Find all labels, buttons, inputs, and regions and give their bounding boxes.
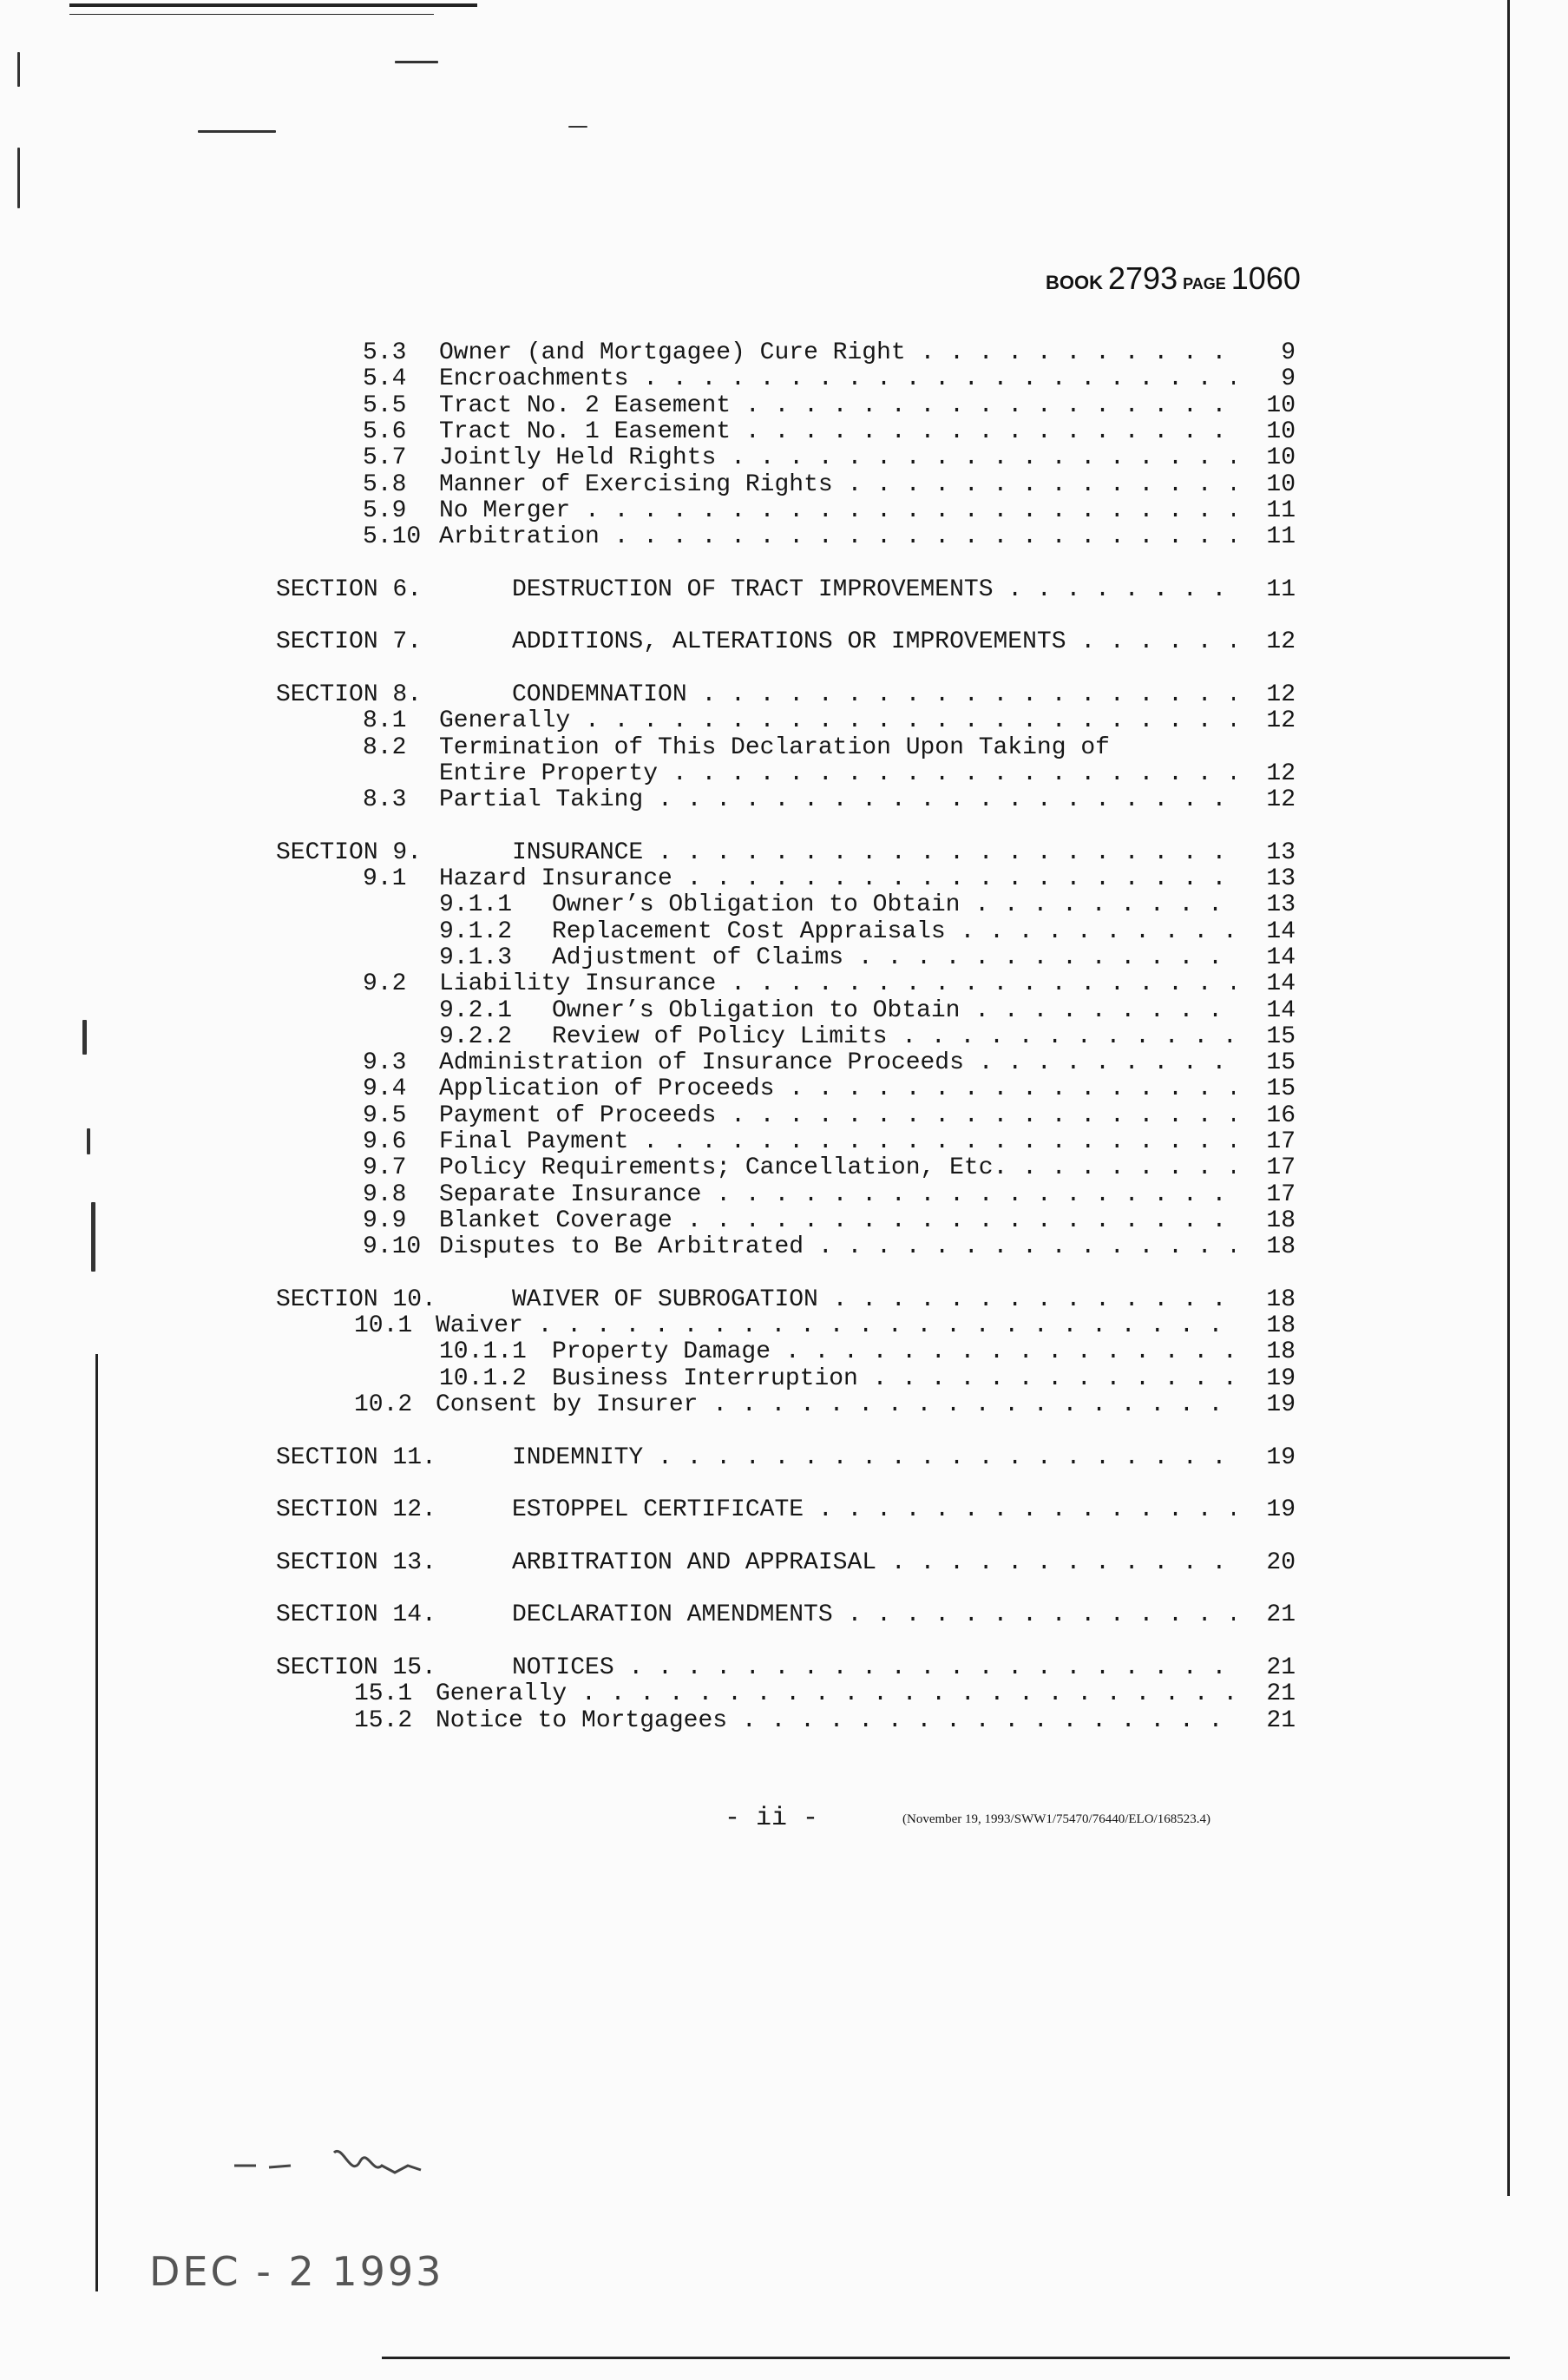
toc-entry-number: 9.6 <box>363 1128 407 1155</box>
toc-entry-page: 21 <box>1266 1706 1296 1734</box>
toc-entry-page: 21 <box>1266 1654 1296 1681</box>
toc-entry-row <box>276 366 1296 392</box>
toc-entry-row <box>276 1050 1296 1076</box>
toc-entry-page: 21 <box>1266 1601 1296 1629</box>
toc-entry-title: Entire Property . . . <box>439 761 1235 787</box>
toc-entry-number: 5.10 <box>363 523 422 551</box>
toc-entry-title: Consent by Insurer . . . <box>436 1392 1235 1418</box>
toc-entry-title: Encroachments . . . <box>439 366 1235 392</box>
received-date-stamp: DEC - 2 1993 <box>149 2248 444 2295</box>
toc-entry-title: Termination of This Declaration Upon Taking of <box>439 734 1110 761</box>
toc-entry-number: 5.7 <box>363 444 407 472</box>
toc-entry-row <box>276 1182 1296 1208</box>
toc-entry-number: SECTION 10. <box>276 1285 436 1313</box>
toc-entry-number: 9.1.2 <box>439 917 513 945</box>
toc-entry-title: INDEMNITY . . . <box>512 1445 1235 1471</box>
toc-entry-title: Generally . . . <box>436 1681 1235 1707</box>
toc-section-row <box>276 1497 1296 1523</box>
toc-entry-title: ESTOPPEL CERTIFICATE . . . <box>512 1497 1235 1523</box>
toc-entry-title: Final Payment . . . <box>439 1129 1235 1155</box>
toc-entry-page: 12 <box>1266 786 1296 814</box>
toc-entry-title: Application of Proceeds . . . <box>439 1076 1235 1102</box>
book-number: 2793 <box>1108 260 1178 296</box>
toc-entry-title: Owner’s Obligation to Obtain . . . <box>552 892 1235 918</box>
toc-entry-page: 13 <box>1266 838 1296 866</box>
toc-entry-number: 9.3 <box>363 1049 407 1077</box>
toc-entry-number: 9.8 <box>363 1180 407 1208</box>
toc-entry-row <box>276 1339 1296 1365</box>
toc-entry-title: Arbitration . . . <box>439 524 1235 550</box>
toc-entry-row <box>276 1155 1296 1181</box>
toc-entry-title: ADDITIONS, ALTERATIONS OR IMPROVEMENTS . . . <box>512 629 1235 655</box>
toc-entry-page: 18 <box>1266 1285 1296 1313</box>
toc-entry-number: SECTION 11. <box>276 1443 436 1471</box>
toc-entry-page: 11 <box>1266 496 1296 524</box>
toc-entry-row <box>276 1392 1296 1418</box>
toc-entry-number: 5.4 <box>363 365 407 393</box>
toc-entry-number: 9.9 <box>363 1206 407 1234</box>
toc-entry-row <box>276 1313 1296 1339</box>
toc-entry-title: Notice to Mortgagees . . . <box>436 1708 1235 1734</box>
toc-entry-title: Policy Requirements; Cancellation, Etc. . . . <box>439 1155 1235 1181</box>
toc-entry-number: SECTION 15. <box>276 1654 436 1681</box>
toc-entry-page: 14 <box>1266 917 1296 945</box>
toc-entry-number: 8.3 <box>363 786 407 814</box>
toc-entry-row <box>276 735 1296 761</box>
toc-entry-title: ARBITRATION AND APPRAISAL . . . <box>512 1550 1235 1576</box>
handwritten-scribble <box>230 2140 508 2192</box>
toc-entry-page: 14 <box>1266 996 1296 1024</box>
toc-entry-number: 10.1 <box>354 1312 413 1340</box>
footer-page-number: - ii - <box>725 1804 819 1833</box>
toc-entry-row <box>276 340 1296 366</box>
toc-entry-number: 9.2.1 <box>439 996 513 1024</box>
toc-entry-row <box>276 498 1296 524</box>
toc-entry-number: SECTION 13. <box>276 1548 436 1576</box>
toc-entry-number: 10.1.2 <box>439 1364 527 1392</box>
toc-entry-title: Owner’s Obligation to Obtain . . . <box>552 998 1235 1024</box>
book-page-reference <box>1046 260 1306 304</box>
toc-entry-row <box>276 1208 1296 1234</box>
toc-entry-number: 8.2 <box>363 733 407 761</box>
toc-entry-row <box>276 1129 1296 1155</box>
toc-entry-row <box>276 472 1296 498</box>
toc-entry-page: 17 <box>1266 1180 1296 1208</box>
book-label: BOOK <box>1046 272 1103 293</box>
toc-entry-row <box>276 1024 1296 1050</box>
toc-entry-title: Adjustment of Claims . . . <box>552 945 1235 971</box>
toc-entry-title: Partial Taking . . . <box>439 787 1235 813</box>
scan-speck <box>568 126 587 128</box>
toc-section-row <box>276 577 1296 603</box>
toc-entry-title: Payment of Proceeds . . . <box>439 1103 1235 1129</box>
toc-entry-page: 16 <box>1266 1101 1296 1129</box>
toc-entry-row <box>276 1076 1296 1102</box>
scan-speck <box>17 148 20 208</box>
toc-entry-row <box>276 866 1296 892</box>
toc-entry-title: WAIVER OF SUBROGATION . . . <box>512 1287 1235 1313</box>
toc-entry-page: 18 <box>1266 1233 1296 1261</box>
scan-speck <box>395 61 438 63</box>
toc-entry-page: 19 <box>1266 1496 1296 1524</box>
toc-entry-row <box>276 892 1296 918</box>
toc-entry-row <box>276 1103 1296 1129</box>
toc-entry-page: 12 <box>1266 628 1296 656</box>
toc-entry-number: 9.4 <box>363 1075 407 1103</box>
toc-entry-number: 10.1.1 <box>439 1338 527 1366</box>
toc-entry-title: Replacement Cost Appraisals . . . <box>552 919 1235 945</box>
toc-entry-page: 11 <box>1266 523 1296 551</box>
toc-entry-page: 9 <box>1281 339 1296 366</box>
toc-entry-row <box>276 919 1296 945</box>
toc-entry-page: 14 <box>1266 970 1296 998</box>
toc-entry-page: 18 <box>1266 1338 1296 1366</box>
toc-entry-number: 5.8 <box>363 470 407 498</box>
toc-entry-title: Tract No. 2 Easement . . . <box>439 393 1235 419</box>
toc-entry-title: Tract No. 1 Easement . . . <box>439 419 1235 445</box>
toc-entry-page: 18 <box>1266 1312 1296 1340</box>
toc-entry-title: Manner of Exercising Rights . . . <box>439 472 1235 498</box>
toc-entry-page: 10 <box>1266 391 1296 419</box>
toc-entry-title: Owner (and Mortgagee) Cure Right . . . <box>439 340 1235 366</box>
page-label: PAGE <box>1183 275 1226 293</box>
toc-entry-title: Review of Policy Limits . . . <box>552 1024 1235 1050</box>
toc-entry-title: Hazard Insurance . . . <box>439 866 1235 892</box>
toc-entry-title: Generally . . . <box>439 708 1235 734</box>
toc-section-row <box>276 1550 1296 1576</box>
scan-speck <box>198 130 276 133</box>
toc-entry-row <box>276 971 1296 997</box>
toc-entry-page: 9 <box>1281 365 1296 393</box>
toc-section-row <box>276 1287 1296 1313</box>
toc-entry-number: 9.5 <box>363 1101 407 1129</box>
toc-entry-page: 20 <box>1266 1548 1296 1576</box>
toc-entry-row <box>276 524 1296 550</box>
toc-entry-title: CONDEMNATION . . . <box>512 682 1235 708</box>
toc-entry-page: 15 <box>1266 1022 1296 1050</box>
toc-entry-title: Liability Insurance . . . <box>439 971 1235 997</box>
toc-entry-page: 15 <box>1266 1075 1296 1103</box>
toc-entry-title: Property Damage . . . <box>552 1339 1235 1365</box>
scan-edge-top <box>69 3 477 7</box>
toc-entry-number: 9.7 <box>363 1154 407 1182</box>
toc-entry-row <box>276 708 1296 734</box>
toc-entry-page: 14 <box>1266 943 1296 971</box>
toc-entry-title: Disputes to Be Arbitrated . . . <box>439 1234 1235 1260</box>
toc-entry-number: SECTION 6. <box>276 575 423 603</box>
toc-entry-title: Business Interruption . . . <box>552 1366 1235 1392</box>
toc-entry-page: 11 <box>1266 575 1296 603</box>
toc-entry-row <box>276 761 1296 787</box>
toc-entry-page: 12 <box>1266 680 1296 708</box>
toc-section-row <box>276 840 1296 866</box>
toc-entry-page: 10 <box>1266 444 1296 472</box>
scan-edge-left <box>95 1354 98 2291</box>
toc-entry-page: 17 <box>1266 1154 1296 1182</box>
toc-entry-number: 15.1 <box>354 1680 413 1708</box>
toc-entry-number: 9.2 <box>363 970 407 998</box>
toc-entry-number: SECTION 12. <box>276 1496 436 1524</box>
toc-entry-title: Waiver . . . <box>436 1313 1235 1339</box>
toc-entry-page: 21 <box>1266 1680 1296 1708</box>
toc-entry-number: 5.3 <box>363 339 407 366</box>
toc-entry-row <box>276 1234 1296 1260</box>
toc-entry-row <box>276 393 1296 419</box>
toc-entry-page: 19 <box>1266 1391 1296 1418</box>
toc-section-row <box>276 1445 1296 1471</box>
toc-entry-page: 15 <box>1266 1049 1296 1077</box>
toc-entry-page: 13 <box>1266 865 1296 892</box>
toc-entry-number: 10.2 <box>354 1391 413 1418</box>
toc-entry-number: 9.1.1 <box>439 891 513 919</box>
toc-entry-number: 9.1 <box>363 865 407 892</box>
scan-speck <box>87 1128 90 1154</box>
toc-entry-number: 5.9 <box>363 496 407 524</box>
toc-entry-row <box>276 998 1296 1024</box>
scan-edge-top-thin <box>69 14 434 15</box>
toc-entry-page: 19 <box>1266 1443 1296 1471</box>
footer-document-reference: (November 19, 1993/SWW1/75470/76440/ELO/168523.4) <box>902 1812 1210 1826</box>
toc-entry-row <box>276 1366 1296 1392</box>
toc-entry-page: 12 <box>1266 759 1296 787</box>
toc-entry-row <box>276 445 1296 471</box>
scan-speck <box>82 1020 87 1055</box>
toc-entry-title: Jointly Held Rights . . . <box>439 445 1235 471</box>
toc-entry-title: Blanket Coverage . . . <box>439 1208 1235 1234</box>
scan-speck <box>17 52 20 87</box>
toc-entry-number: 5.5 <box>363 391 407 419</box>
scan-edge-bottom <box>382 2357 1510 2359</box>
toc-section-row <box>276 629 1296 655</box>
toc-entry-page: 19 <box>1266 1364 1296 1392</box>
toc-entry-title: NOTICES . . . <box>512 1655 1235 1681</box>
toc-entry-page: 12 <box>1266 707 1296 735</box>
toc-entry-page: 10 <box>1266 417 1296 445</box>
toc-entry-number: SECTION 7. <box>276 628 423 656</box>
toc-entry-number: 15.2 <box>354 1706 413 1734</box>
toc-section-row <box>276 682 1296 708</box>
page-number: 1060 <box>1230 260 1301 296</box>
toc-entry-page: 13 <box>1266 891 1296 919</box>
toc-entry-title: INSURANCE . . . <box>512 840 1235 866</box>
toc-entry-number: 9.10 <box>363 1233 422 1261</box>
toc-entry-number: 9.2.2 <box>439 1022 513 1050</box>
toc-entry-page: 18 <box>1266 1206 1296 1234</box>
toc-entry-number: 9.1.3 <box>439 943 513 971</box>
scan-edge-right <box>1507 0 1510 2196</box>
toc-entry-title: DECLARATION AMENDMENTS . . . <box>512 1602 1235 1628</box>
toc-entry-page: 10 <box>1266 470 1296 498</box>
scan-speck <box>91 1202 95 1272</box>
toc-section-row <box>276 1602 1296 1628</box>
toc-entry-row <box>276 1681 1296 1707</box>
toc-entry-title: No Merger . . . <box>439 498 1235 524</box>
toc-entry-row <box>276 787 1296 813</box>
toc-section-row <box>276 1655 1296 1681</box>
toc-entry-row <box>276 419 1296 445</box>
toc-entry-number: SECTION 14. <box>276 1601 436 1629</box>
toc-entry-number: 8.1 <box>363 707 407 735</box>
toc-entry-row <box>276 945 1296 971</box>
toc-entry-row <box>276 1708 1296 1734</box>
toc-entry-title: Administration of Insurance Proceeds . . . <box>439 1050 1235 1076</box>
toc-entry-number: SECTION 8. <box>276 680 423 708</box>
toc-entry-number: SECTION 9. <box>276 838 423 866</box>
toc-entry-title: Separate Insurance . . . <box>439 1182 1235 1208</box>
toc-entry-number: 5.6 <box>363 417 407 445</box>
toc-entry-title: DESTRUCTION OF TRACT IMPROVEMENTS . . . <box>512 577 1235 603</box>
toc-entry-page: 17 <box>1266 1128 1296 1155</box>
